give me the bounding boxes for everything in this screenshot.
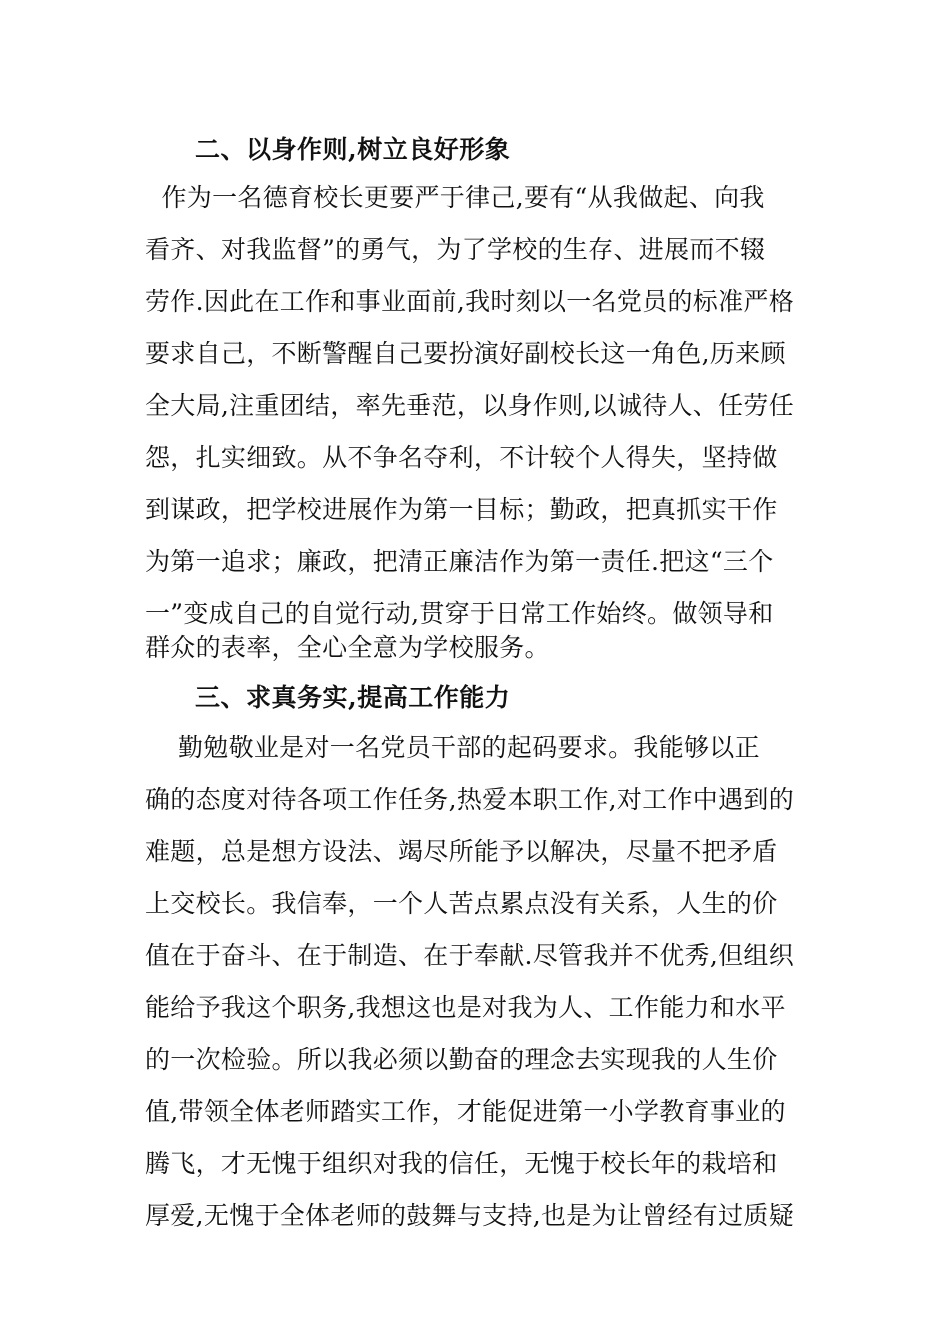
section-heading-3: 三、求真务实,提高工作能力 — [195, 683, 511, 712]
section-heading-2: 二、以身作则,树立良好形象 — [195, 135, 511, 164]
paragraph-line: 为第一追求；廉政，把清正廉洁作为第一责任.把这“三个 — [145, 547, 774, 576]
paragraph-line: 勤勉敬业是对一名党员干部的起码要求。我能够以正 — [145, 733, 760, 762]
paragraph-line: 一”变成自己的自觉行动,贯穿于日常工作始终。做领导和 — [145, 599, 774, 628]
paragraph-line: 难题，总是想方设法、竭尽所能予以解决，尽量不把矛盾 — [145, 837, 778, 866]
paragraph-line: 怨，扎实细致。从不争名夺利，不计较个人得失，坚持做 — [145, 443, 778, 472]
paragraph-line: 全大局,注重团结，率先垂范，以身作则,以诚待人、任劳任 — [145, 391, 794, 420]
paragraph-line: 厚爱,无愧于全体老师的鼓舞与支持,也是为让曾经有过质疑 — [145, 1201, 794, 1230]
paragraph-line: 值,带领全体老师踏实工作，才能促进第一小学教育事业的 — [145, 1097, 786, 1126]
paragraph-line: 能给予我这个职务,我想这也是对我为人、工作能力和水平 — [145, 993, 786, 1022]
paragraph-line: 要求自己，不断警醒自己要扮演好副校长这一角色,历来顾 — [145, 339, 786, 368]
paragraph-line: 值在于奋斗、在于制造、在于奉献.尽管我并不优秀,但组织 — [145, 941, 794, 970]
paragraph-line: 看齐、对我监督”的勇气，为了学校的生存、进展而不辍 — [145, 235, 766, 264]
paragraph-line: 确的态度对待各项工作任务,热爱本职工作,对工作中遇到的 — [145, 785, 794, 814]
paragraph-line: 作为一名德育校长更要严于律己,要有“从我做起、向我 — [145, 183, 765, 212]
paragraph-line: 到谋政，把学校进展作为第一目标；勤政，把真抓实干作 — [145, 495, 778, 524]
paragraph-line: 的一次检验。所以我必须以勤奋的理念去实现我的人生价 — [145, 1045, 778, 1074]
paragraph-line: 腾飞，才无愧于组织对我的信任，无愧于校长年的栽培和 — [145, 1149, 778, 1178]
paragraph-line: 劳作.因此在工作和事业面前,我时刻以一名党员的标准严格 — [145, 287, 794, 316]
paragraph-line: 群众的表率，全心全意为学校服务。 — [145, 633, 550, 662]
paragraph-line: 上交校长。我信奉，一个人苦点累点没有关系，人生的价 — [145, 889, 778, 918]
